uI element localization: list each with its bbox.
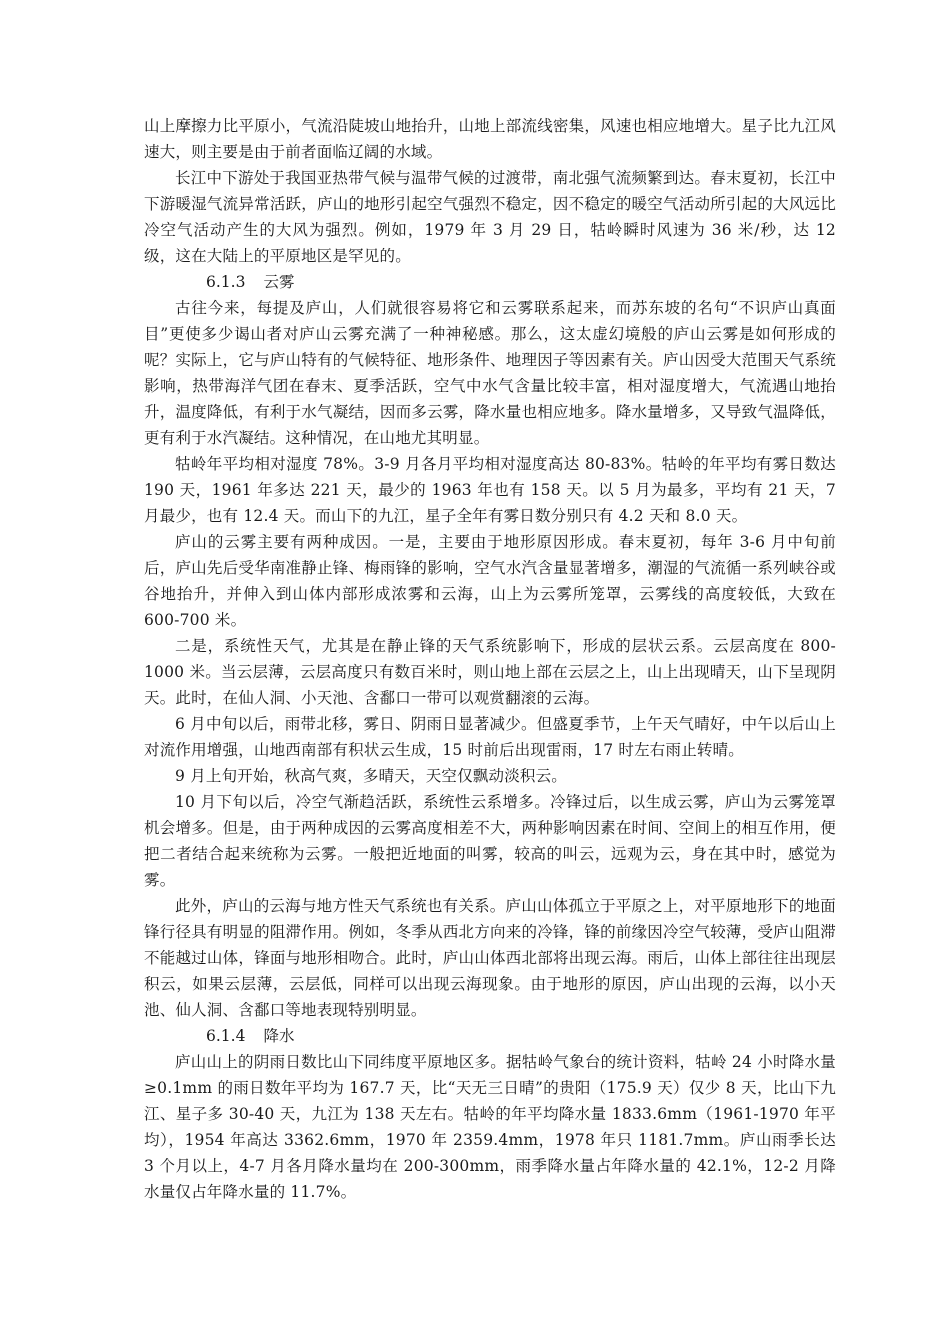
paragraph: 古往今来，每提及庐山，人们就很容易将它和云雾联系起来，而苏东坡的名句“不识庐山真面目”更使多少谒山者对庐山云雾充满了一种神秘感。那么，这太虚幻境般的庐山云雾是如何形成的呢？实际上，它与庐山特有的气候特征、地形条件、地理因子等因素有关。庐山因受大范围天气系统影响，热带海洋气团在春末、夏季活跃，空气中水气含量比较丰富，相对湿度增大，气流遇山地抬升，温度降低，有利于水气凝结，因而多云雾，降水量也相应地多。降水量增多，又导致气温降低，更有利于水汽凝结。这种情况，在山地尤其明显。 bbox=[144, 299, 836, 447]
section-heading-6-1-4 bbox=[144, 1023, 836, 1049]
section-title: 云雾 bbox=[263, 273, 295, 291]
paragraph: 6 月中旬以后，雨带北移，雾日、阴雨日显著减少。但盛夏季节，上午天气晴好，中午以后山上对流作用增强，山地西南部有积状云生成，15 时前后出现雷雨，17 时左右雨止转晴。 bbox=[144, 715, 836, 759]
paragraph: 10 月下旬以后，冷空气渐趋活跃，系统性云系增多。冷锋过后，以生成云雾，庐山为云雾笼罩机会增多。但是，由于两种成因的云雾高度相差不大，两种影响因素在时间、空间上的相互作用，便把二者结合起来统称为云雾。一般把近地面的叫雾，较高的叫云，远观为云，身在其中时，感觉为雾。 bbox=[144, 793, 836, 889]
paragraph: 庐山的云雾主要有两种成因。一是，主要由于地形原因形成。春末夏初，每年 3-6 月中旬前后，庐山先后受华南准静止锋、梅雨锋的影响，空气水汽含量显著增多，潮湿的气流循一系列峡谷或谷地抬升，并伸入到山体内部形成浓雾和云海，山上为云雾所笼罩，云雾线的高度较低，大致在 600-700 米。 bbox=[144, 533, 836, 629]
section-number: 6.1.4 bbox=[206, 1027, 246, 1045]
section-heading-6-1-3 bbox=[144, 269, 836, 295]
paragraph: 牯岭年平均相对湿度 78%。3-9 月各月平均相对湿度高达 80-83%。牯岭的年平均有雾日数达 190 天，1961 年多达 221 天，最少的 1963 年也有 158 天。以 5 月为最多，平均有 21 天，7 月最少，也有 12.4 天。而山下的九江，星子全年有雾日数分别只有 4.2 天和 8.0 天。 bbox=[144, 455, 836, 525]
paragraph: 山上摩擦力比平原小，气流沿陡坡山地抬升，山地上部流线密集，风速也相应地增大。星子比九江风速大，则主要是由于前者面临辽阔的水域。 bbox=[144, 117, 836, 161]
section-number: 6.1.3 bbox=[206, 273, 246, 291]
paragraph: 此外，庐山的云海与地方性天气系统也有关系。庐山山体孤立于平原之上，对平原地形下的地面锋行径具有明显的阻滞作用。例如，冬季从西北方向来的冷锋，锋的前缘因冷空气较薄，受庐山阻滞不能越过山体，锋面与地形相吻合。此时，庐山山体西北部将出现云海。雨后，山体上部往往出现层积云，如果云层薄，云层低，同样可以出现云海现象。由于地形的原因，庐山出现的云海，以小天池、仙人洞、含鄱口等地表现特别明显。 bbox=[144, 897, 836, 1019]
section-title: 降水 bbox=[263, 1027, 295, 1045]
document-page bbox=[144, 113, 836, 1205]
paragraph: 9 月上旬开始，秋高气爽，多晴天，天空仅飘动淡积云。 bbox=[175, 767, 567, 785]
paragraph: 长江中下游处于我国亚热带气候与温带气候的过渡带，南北强气流频繁到达。春末夏初，长江中下游暖湿气流异常活跃，庐山的地形引起空气强烈不稳定，因不稳定的暖空气活动所引起的大风远比冷空气活动产生的大风为强烈。例如，1979 年 3 月 29 日，牯岭瞬时风速为 36 米/秒，达 12 级，这在大陆上的平原地区是罕见的。 bbox=[144, 169, 836, 265]
paragraph: 二是，系统性天气，尤其是在静止锋的天气系统影响下，形成的层状云系。云层高度在 800-1000 米。当云层薄，云层高度只有数百米时，则山地上部在云层之上，山上出现晴天，山下呈现阴天。此时，在仙人洞、小天池、含鄱口一带可以观赏翻滚的云海。 bbox=[144, 637, 836, 707]
paragraph: 庐山山上的阴雨日数比山下同纬度平原地区多。据牯岭气象台的统计资料，牯岭 24 小时降水量≥0.1mm 的雨日数年平均为 167.7 天，比“天无三日晴”的贵阳（175.9 天）仅少 8 天，比山下九江、星子多 30-40 天，九江为 138 天左右。牯岭的年平均降水量 1833.6mm（1961-1970 年平均），1954 年高达 3362.6mm，1970 年 2359.4mm，1978 年只 1181.7mm。庐山雨季长达 3 个月以上，4-7 月各月降水量均在 200-300mm，雨季降水量占年降水量的 42.1%，12-2 月降水量仅占年降水量的 11.7%。 bbox=[144, 1053, 836, 1201]
